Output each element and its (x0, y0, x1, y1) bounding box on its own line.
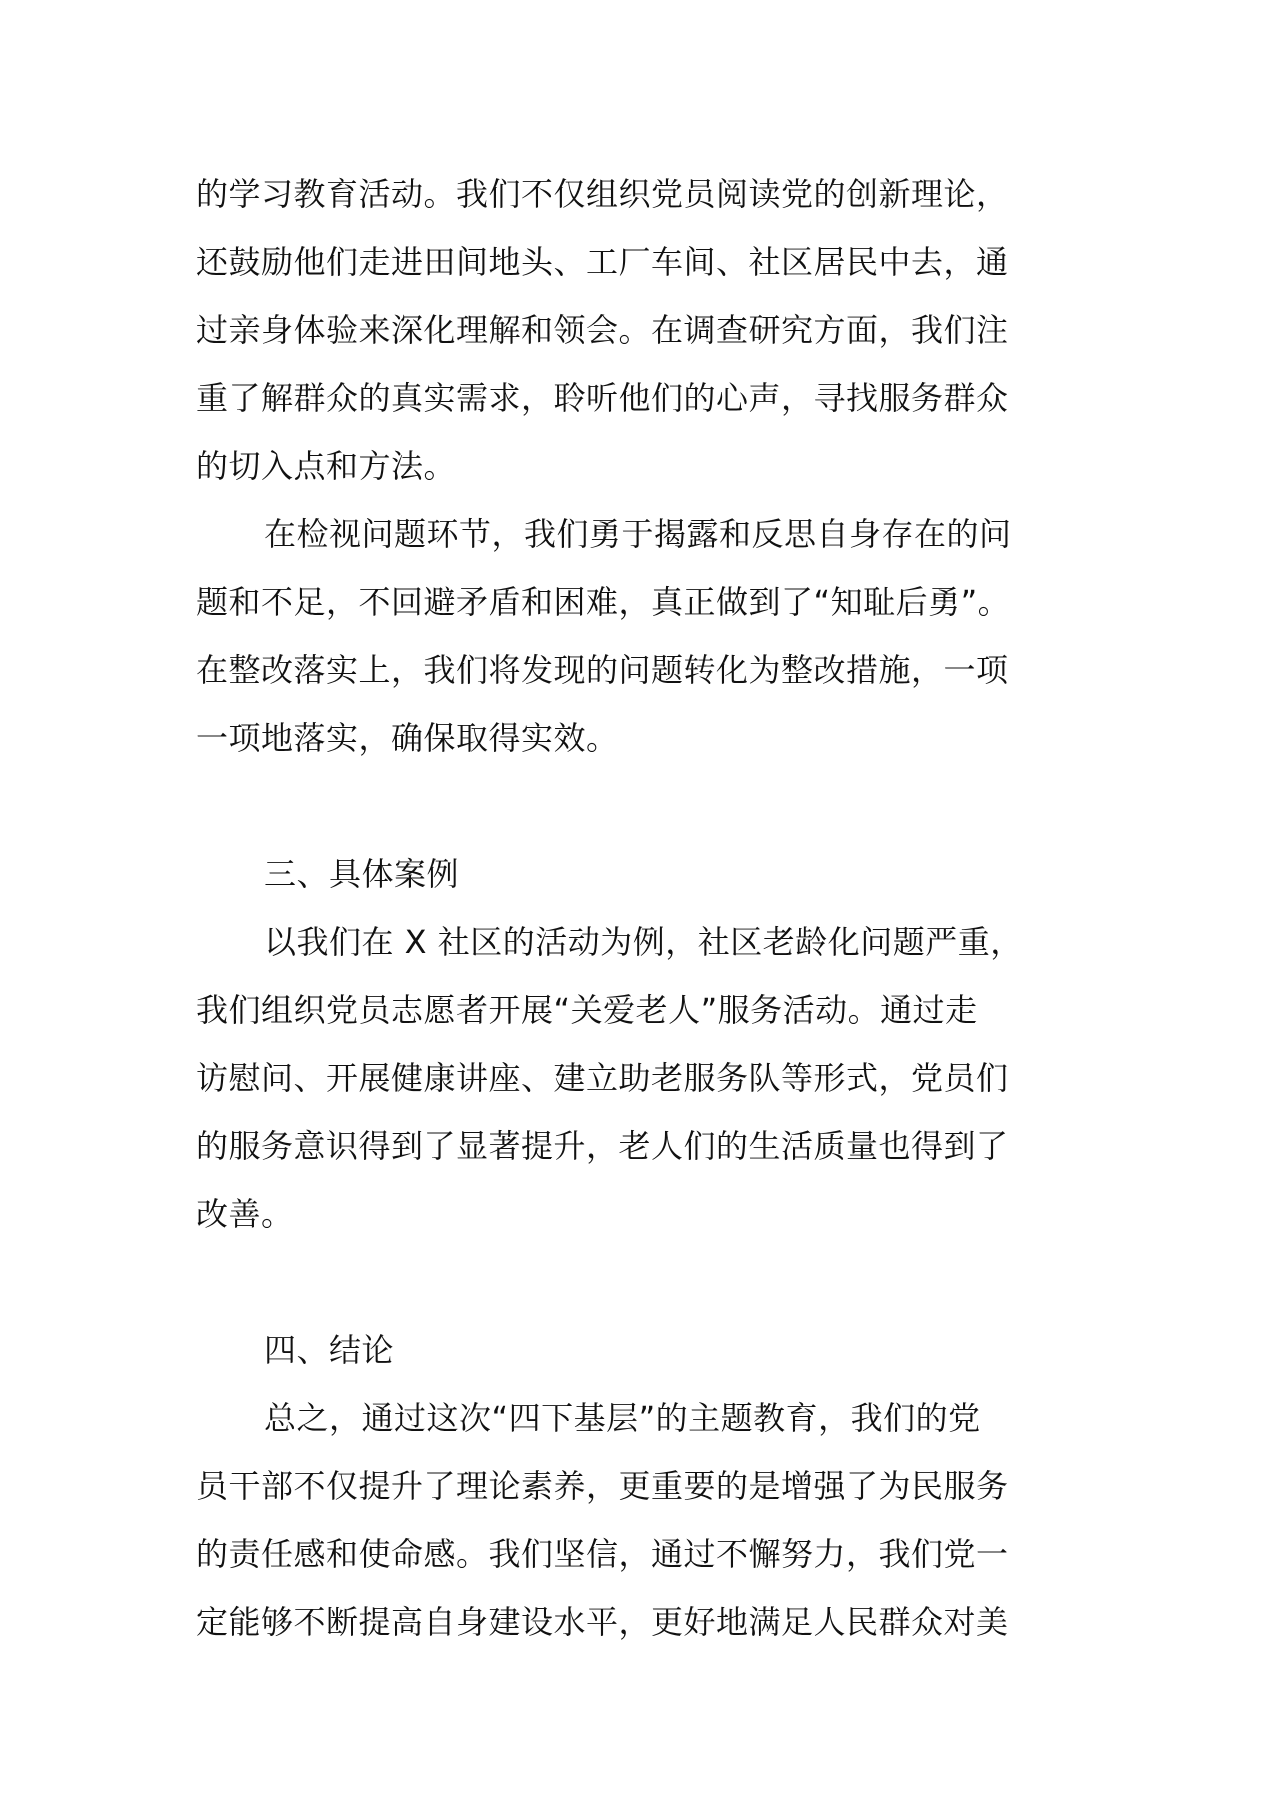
paragraph-line: 在检视问题环节，我们勇于揭露和反思自身存在的问 (264, 515, 1012, 553)
paragraph-line: 的服务意识得到了显著提升，老人们的生活质量也得到了 (196, 1127, 1009, 1165)
section-gap (196, 1248, 1064, 1316)
paragraph-line: 重了解群众的真实需求，聆听他们的心声，寻找服务群众 (196, 379, 1009, 417)
document-body (196, 160, 1064, 1656)
paragraph-line: 改善。 (196, 1195, 294, 1233)
paragraph-line: 总之，通过这次“四下基层”的主题教育，我们的党 (264, 1399, 981, 1437)
paragraph-line: 定能够不断提高自身建设水平，更好地满足人民群众对美 (196, 1603, 1009, 1641)
paragraph-line: 访慰问、开展健康讲座、建立助老服务队等形式，党员们 (196, 1059, 1009, 1097)
section-heading: 三、具体案例 (264, 855, 460, 893)
section-heading: 四、结论 (264, 1331, 395, 1369)
paragraph-line: 在整改落实上，我们将发现的问题转化为整改措施，一项 (196, 651, 1009, 689)
paragraph-line: 我们组织党员志愿者开展“关爱老人”服务活动。通过走 (196, 991, 978, 1029)
paragraph-line: 的切入点和方法。 (196, 447, 457, 485)
paragraph-line: 的责任感和使命感。我们坚信，通过不懈努力，我们党一 (196, 1535, 1009, 1573)
section-gap (196, 772, 1064, 840)
paragraph-line: 还鼓励他们走进田间地头、工厂车间、社区居民中去，通 (196, 243, 1009, 281)
paragraph-line: 题和不足，不回避矛盾和困难，真正做到了“知耻后勇”。 (196, 583, 1011, 621)
paragraph-line: 以我们在 X 社区的活动为例，社区老龄化问题严重， (264, 923, 1023, 961)
paragraph-line: 的学习教育活动。我们不仅组织党员阅读党的创新理论， (196, 175, 1009, 213)
paragraph-line: 员干部不仅提升了理论素养，更重要的是增强了为民服务 (196, 1467, 1009, 1505)
paragraph-line: 一项地落实，确保取得实效。 (196, 719, 619, 757)
paragraph-line: 过亲身体验来深化理解和领会。在调查研究方面，我们注 (196, 311, 1009, 349)
